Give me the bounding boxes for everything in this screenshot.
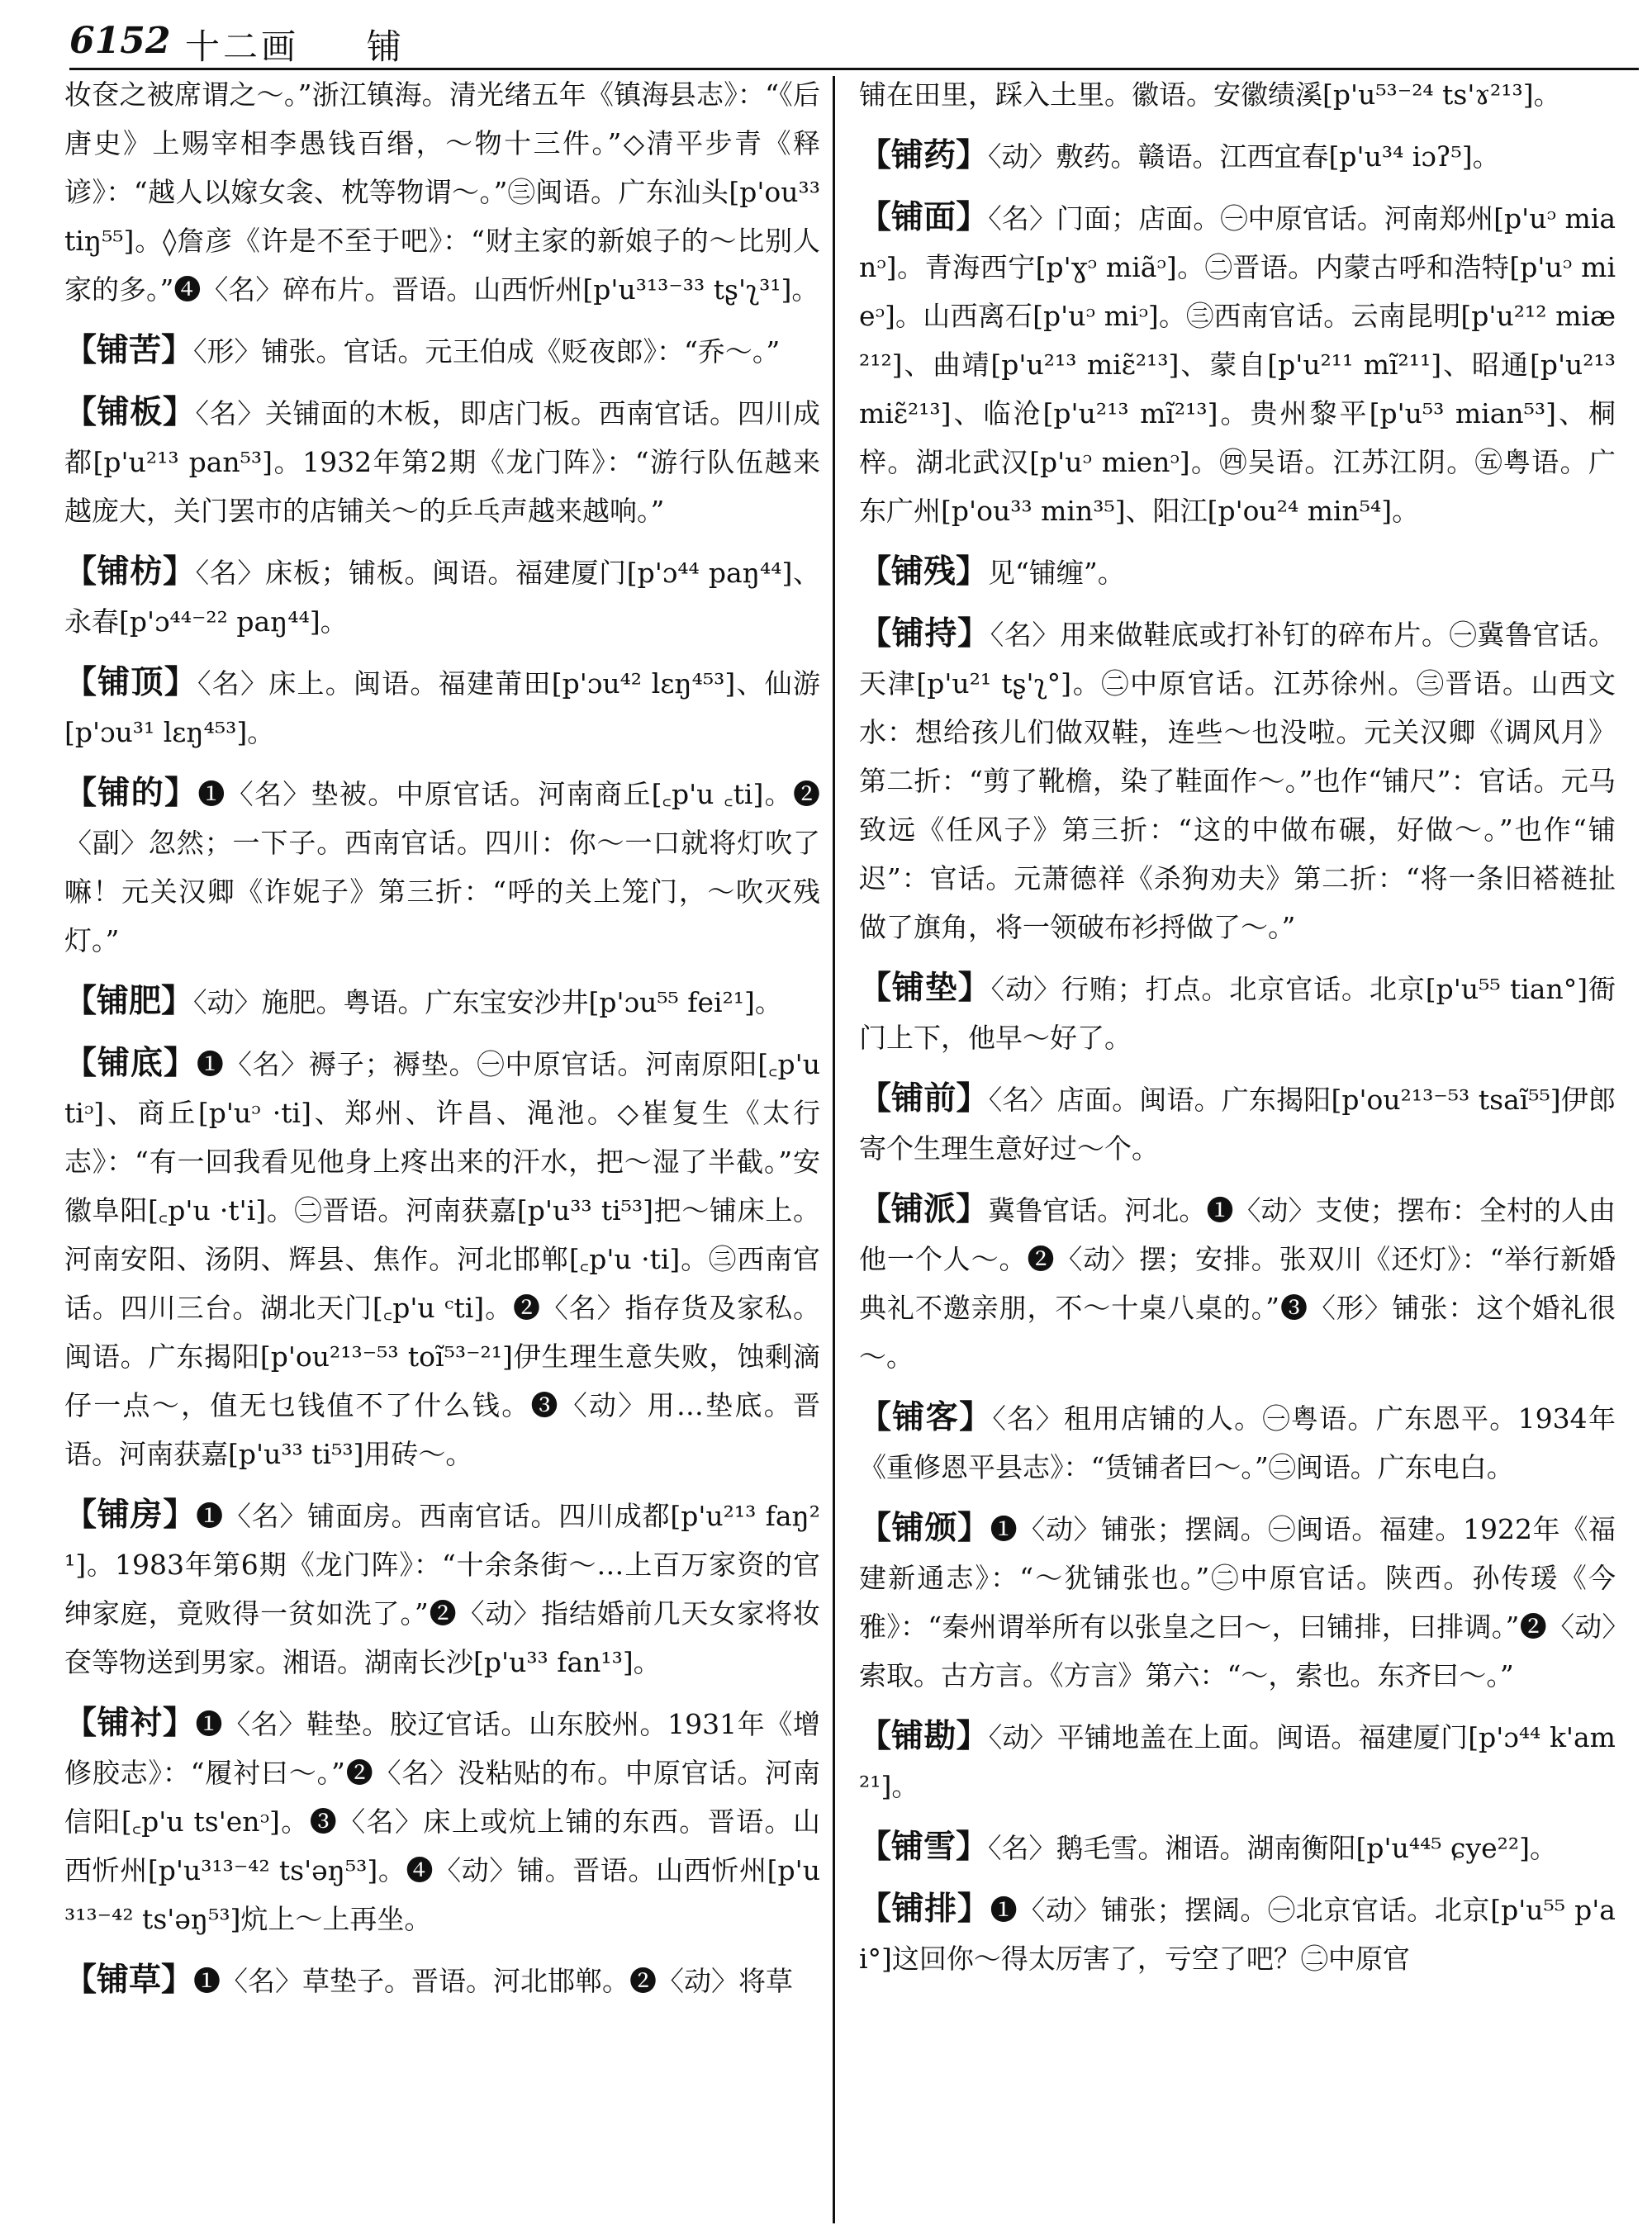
entry-headword: 【铺衬】 (64, 1704, 196, 1742)
dictionary-entry (859, 1185, 1616, 1381)
entry-definition: 〈名〉床板；铺板。闽语。福建厦门[p'ɔ⁴⁴ paŋ⁴⁴]、永春[p'ɔ⁴⁴⁻²² paŋ⁴⁴]。 (64, 557, 820, 638)
entry-headword: 【铺雪】 (859, 1828, 989, 1866)
entry-definition: 铺在田里，踩入土里。徽语。安徽绩溪[p'u⁵³⁻²⁴ ts'ɤ²¹³]。 (859, 78, 1561, 111)
entry-definition: 〈名〉租用店铺的人。㊀粤语。广东恩平。1934年《重修恩平县志》：“赁铺者曰～。”㊁闽语。广东电白。 (859, 1402, 1616, 1483)
dictionary-entry (859, 1075, 1616, 1173)
dictionary-entry (859, 131, 1616, 181)
dictionary-entry (64, 1491, 820, 1687)
entry-headword: 【铺底】 (64, 1044, 197, 1082)
entry-headword: 【铺板】 (64, 393, 196, 431)
entry-definition: ❶〈动〉铺张；摆阔。㊀北京官话。北京[p'u⁵⁵ p'ai°]这回你～得太厉害了，亏空了吧？㊁中原官 (859, 1894, 1616, 1975)
dictionary-entry (859, 69, 1616, 119)
entry-headword: 【铺枋】 (64, 553, 196, 591)
entry-definition: ❶〈动〉铺张；摆阔。㊀闽语。福建。1922年《福建新通志》：“～犹铺张也。”㊁中原官话。陕西。孙传瑗《今雅》：“秦州谓举所有以张皇之曰～，曰铺排，曰排调。”❷〈动〉索取。古方言。《方言》第六：“～，索也。东齐曰～。” (859, 1513, 1616, 1691)
entry-headword: 【铺勘】 (859, 1717, 989, 1755)
entry-definition: ❶〈名〉褥子；褥垫。㊀中原官话。河南原阳[꜀p'u tiᵓ]、商丘[p'uᵓ ·ti]、郑州、许昌、渑池。◇崔复生《太行志》：“有一回我看见他身上疼出来的汗水，把～湿了半截。”安徽阜阳[꜀p'u ·t'i]。㊁晋语。河南获嘉[p'u³³ ti⁵³]把～铺床上。河南安阳、汤阴、辉县、焦作。河北邯郸[꜀p'u ·ti]。㊂西南官话。四川三台。湖北天门[꜀p'u ᶜti]。❷〈名〉指存货及家私。闽语。广东揭阳[p'ou²¹³⁻⁵³ toĩ⁵³⁻²¹]伊生理生意失败，蚀剩滴仔一点～，值无乜钱值不了什么钱。❸〈动〉用…垫底。晋语。河南获嘉[p'u³³ ti⁵³]用砖～。 (64, 1048, 820, 1470)
dictionary-entry (859, 1393, 1616, 1492)
entry-definition: 〈名〉店面。闽语。广东揭阳[p'ou²¹³⁻⁵³ tsaĩ⁵⁵]伊郎寄个生理生意好过～个。 (859, 1084, 1616, 1165)
entry-headword: 【铺排】 (859, 1890, 990, 1928)
column-divider (833, 76, 835, 2223)
page-header (69, 15, 1639, 68)
dictionary-entry (64, 388, 820, 535)
entry-definition: ❶〈名〉鞋垫。胶辽官话。山东胶州。1931年《增修胶志》：“履衬曰～。”❷〈名〉没粘贴的布。中原官话。河南信阳[꜀p'u ts'enᵓ]。❸〈名〉床上或炕上铺的东西。晋语。山西忻州[p'u³¹³⁻⁴² ts'əŋ⁵³]。❹〈动〉铺。晋语。山西忻州[p'u³¹³⁻⁴² ts'əŋ⁵³]炕上～上再坐。 (64, 1708, 820, 1935)
entry-definition: 〈动〉平铺地盖在上面。闽语。福建厦门[p'ɔ⁴⁴ k'am²¹]。 (859, 1721, 1616, 1802)
dictionary-entry (64, 1699, 820, 1943)
entry-headword: 【铺苦】 (64, 331, 194, 369)
dictionary-entry (859, 193, 1616, 535)
entry-definition: ❶〈名〉草垫子。晋语。河北邯郸。❷〈动〉将草 (193, 1965, 794, 1997)
head-character: 铺 (367, 26, 402, 67)
entry-definition: 〈动〉行贿；打点。北京官话。北京[p'u⁵⁵ tian°]衙门上下，他早～好了。 (859, 973, 1616, 1054)
entry-definition: 〈名〉床上。闽语。福建莆田[p'ɔu⁴² lɛŋ⁴⁵³]、仙游[p'ɔu³¹ lɛŋ⁴⁵³]。 (64, 667, 820, 748)
stroke-count-label: 十二画 (185, 26, 300, 67)
dictionary-entry (64, 548, 820, 646)
dictionary-entry (64, 69, 820, 314)
entry-headword: 【铺持】 (859, 614, 990, 652)
entry-definition: 〈名〉用来做鞋底或打补钉的碎布片。㊀冀鲁官话。天津[p'u²¹ tʂ'ʅ°]。㊁中原官话。江苏徐州。㊂晋语。山西文水：想给孩儿们做双鞋，连些～也没啦。元关汉卿《调风月》第二折：“剪了靴檐，染了鞋面作～。”也作“铺尺”：官话。元马致远《任风子》第三折：“这的中做布碾，好做～。”也作“铺迟”：官话。元萧德祥《杀狗劝夫》第二折：“将一条旧褡裢扯做了旗角，将一领破布衫捋做了～。” (859, 619, 1616, 943)
entry-definition: ❶〈名〉垫被。中原官话。河南商丘[꜀p'u ꜀ti]。❷〈副〉忽然；一下子。西南官话。四川：你～一口就将灯吹了嘛！元关汉卿《诈妮子》第三折：“呼的关上笼门，～吹灭残灯。” (64, 778, 820, 956)
entry-definition: 冀鲁官话。河北。❶〈动〉支使；摆布：全村的人由他一个人～。❷〈动〉摆；安排。张双川《还灯》：“举行新婚典礼不邀亲朋，不～十桌八桌的。”❸〈形〉铺张：这个婚礼很～。 (859, 1194, 1616, 1373)
entry-definition: 〈名〉关铺面的木板，即店门板。西南官话。四川成都[p'u²¹³ pan⁵³]。1932年第2期《龙门阵》：“游行队伍越来越庞大，关门罢市的店铺关～的乒乓声越来越响。” (64, 397, 820, 527)
right-column (859, 69, 1616, 1995)
entry-headword: 【铺面】 (859, 198, 989, 236)
entry-headword: 【铺垫】 (859, 969, 991, 1007)
dictionary-entry (859, 610, 1616, 951)
entry-headword: 【铺残】 (859, 553, 989, 591)
page-number: 6152 (69, 20, 171, 62)
dictionary-entry (859, 548, 1616, 597)
entry-definition: ❶〈名〉铺面房。西南官话。四川成都[p'u²¹³ faŋ²¹]。1983年第6期《龙门阵》：“十余条街～…上百万家资的官绅家庭，竟败得一贫如洗了。”❷〈动〉指结婚前几天女家将妆奁等物送到男家。湘语。湖南长沙[p'u³³ fan¹³]。 (64, 1500, 820, 1678)
dictionary-entry (64, 326, 820, 376)
dictionary-entry (64, 1039, 820, 1478)
entry-headword: 【铺顶】 (64, 663, 198, 701)
entry-headword: 【铺前】 (859, 1079, 989, 1117)
left-column (64, 69, 820, 2018)
entry-headword: 【铺颁】 (859, 1509, 990, 1547)
entry-definition: 〈动〉施肥。粤语。广东宝安沙井[p'ɔu⁵⁵ fei²¹]。 (193, 986, 782, 1018)
dictionary-entry (64, 977, 820, 1027)
entry-definition: 〈形〉铺张。官话。元王伯成《贬夜郎》：“乔～。” (193, 335, 781, 368)
entry-definition: 妆奁之被席谓之～。”浙江镇海。清光绪五年《镇海县志》：“《后唐史》上赐宰相李愚钱百缗，～物十三件。”◇清平步青《释谚》：“越人以嫁女衾、枕等物谓～。”㊂闽语。广东汕头[p'ou³³ tiŋ⁵⁵]。◊詹彦《许是不至于吧》：“财主家的新娘子的～比别人家的多。”❹〈名〉碎布片。晋语。山西忻州[p'u³¹³⁻³³ tʂ'ʅ³¹]。 (64, 78, 820, 306)
entry-headword: 【铺客】 (859, 1398, 993, 1436)
dictionary-entry (64, 1956, 820, 2005)
entry-headword: 【铺草】 (64, 1961, 194, 1999)
entry-headword: 【铺派】 (859, 1190, 989, 1228)
entry-definition: 〈动〉敷药。赣语。江西宜春[p'u³⁴ iɔʔ⁵]。 (988, 140, 1500, 173)
entry-headword: 【铺房】 (64, 1496, 197, 1534)
dictionary-entry (859, 964, 1616, 1062)
entry-definition: 〈名〉门面；店面。㊀中原官话。河南郑州[p'uᵓ mianᵓ]。青海西宁[p'ɣᵓ miãᵓ]。㊁晋语。内蒙古呼和浩特[p'uᵓ mieᵓ]。山西离石[p'uᵓ miᵓ]。㊂西南官话。云南昆明[p'u²¹² miæ²¹²]、曲靖[p'u²¹³ miɛ̃²¹³]、蒙自[p'u²¹¹ mĩ²¹¹]、昭通[p'u²¹³ miɛ̃²¹³]、临沧[p'u²¹³ mĩ²¹³]。贵州黎平[p'u⁵³ mian⁵³]、桐梓。湖北武汉[p'uᵓ mienᵓ]。㊃吴语。江苏江阴。㊄粤语。广东广州[p'ou³³ min³⁵]、阳江[p'ou²⁴ min⁵⁴]。 (859, 202, 1616, 527)
dictionary-entry (859, 1504, 1616, 1700)
entry-definition: 见“铺缠”。 (988, 557, 1125, 589)
entry-headword: 【铺的】 (64, 774, 198, 812)
dictionary-entry (64, 658, 820, 757)
dictionary-entry (859, 1712, 1616, 1810)
dictionary-entry (64, 769, 820, 965)
dictionary-entry (859, 1885, 1616, 1983)
entry-definition: 〈名〉鹅毛雪。湘语。湖南衡阳[p'u⁴⁴⁵ ɕye²²]。 (988, 1832, 1558, 1864)
entry-headword: 【铺肥】 (64, 982, 194, 1020)
entry-headword: 【铺药】 (859, 136, 989, 174)
dictionary-entry (859, 1823, 1616, 1872)
